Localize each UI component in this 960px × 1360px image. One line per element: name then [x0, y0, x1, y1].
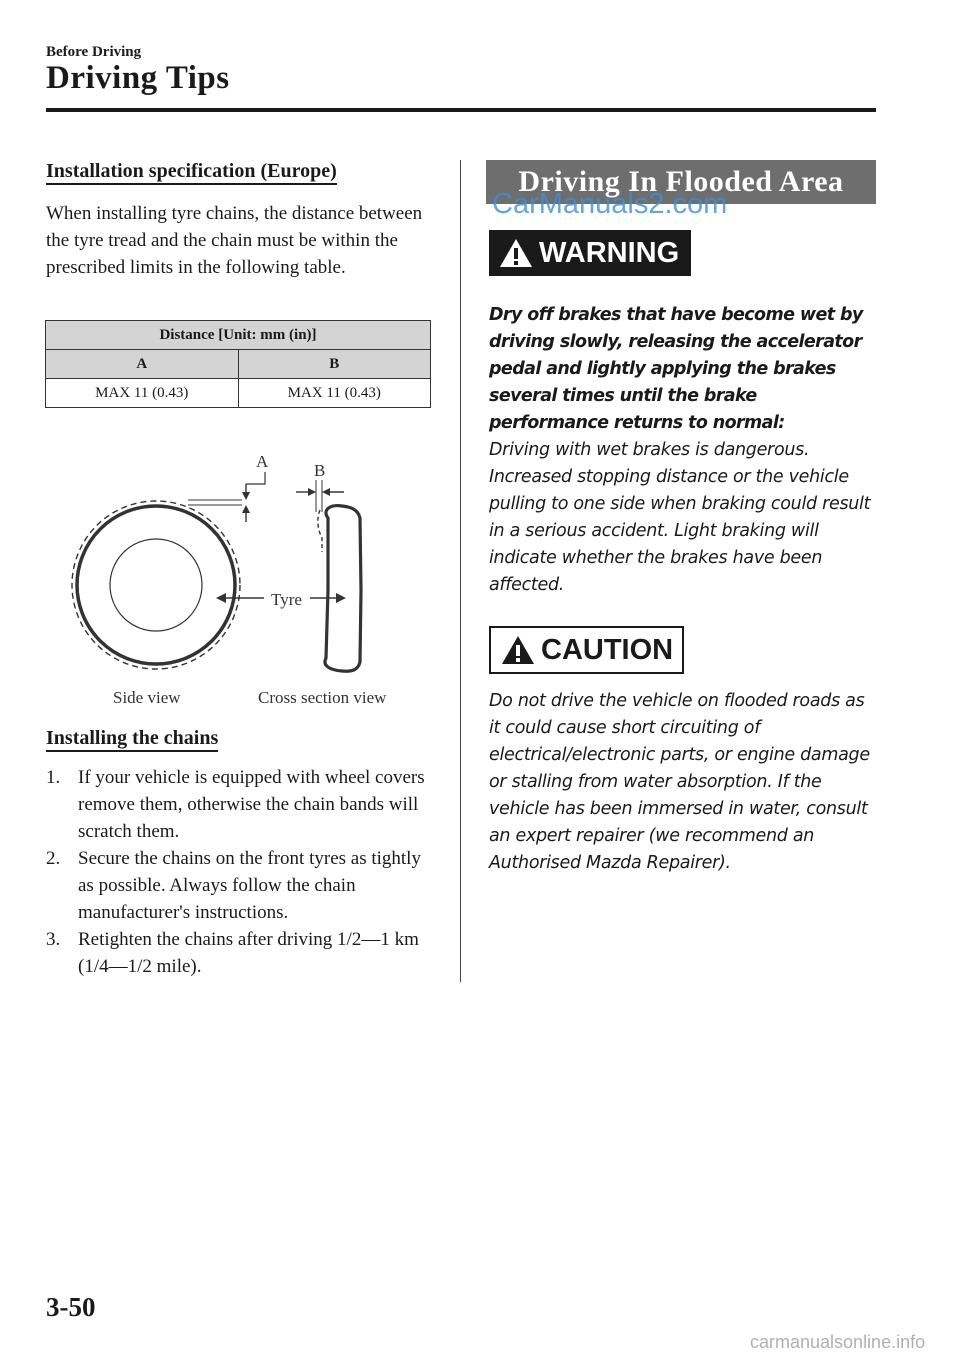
column-divider — [460, 160, 461, 982]
wheel-rim-circle — [110, 539, 202, 631]
step-item — [46, 845, 436, 926]
footer-watermark-link[interactable]: carmanualsonline.info — [750, 1332, 926, 1352]
install-heading-wrap — [46, 727, 218, 750]
tyre-arrowhead-left — [216, 593, 226, 603]
spec-heading: Installation specification (Europe) — [46, 160, 337, 185]
warning-badge — [489, 230, 691, 276]
step-item — [46, 764, 436, 845]
step-number: 1. — [46, 767, 61, 788]
step-text: Secure the chains on the front tyres as tightly as possible. Always follow the chain manufacturer's instructions. — [78, 848, 421, 923]
step-number: 2. — [46, 848, 61, 869]
install-heading: Installing the chains — [46, 727, 218, 752]
label-tyre: Tyre — [271, 590, 302, 609]
step-text: Retighten the chains after driving 1/2―1 km (1/4―1/2 mile). — [78, 929, 419, 977]
caution-body-text: Do not drive the vehicle on flooded roads as it could cause short circuiting of electrical/electronic parts, or engine damage or stalling from water absorption. If the vehicle has been immersed in water, consult an expert repairer (we recommend an Authorised Mazda Repairer). — [489, 691, 870, 873]
table-header: Distance [Unit: mm (in)] — [46, 321, 431, 350]
table-column-a: A — [46, 350, 239, 379]
flooded-area-banner: Driving In Flooded Area — [486, 160, 876, 204]
warning-body-text: Driving with wet brakes is dangerous. Increased stopping distance or the vehicle pulling to one side when braking could result in a serious accident. Light braking will indicate whether the brakes have been affected. — [489, 440, 871, 595]
tyre-outer-circle — [77, 506, 235, 664]
caution-label: CAUTION — [541, 633, 674, 666]
table-cell-b: MAX 11 (0.43) — [238, 379, 431, 408]
distance-table — [45, 320, 431, 408]
warning-bold-text: Dry off brakes that have become wet by driving slowly, releasing the accelerator pedal and lightly applying the brakes several times until the brake performance returns to normal: — [489, 305, 863, 433]
label-a: A — [256, 452, 269, 471]
step-text: If your vehicle is equipped with wheel covers remove them, otherwise the chain bands will scratch them. — [78, 767, 425, 842]
warning-label: WARNING — [539, 236, 680, 269]
step-item — [46, 926, 436, 980]
table-column-b: B — [238, 350, 431, 379]
table-cell-a: MAX 11 (0.43) — [46, 379, 239, 408]
b-arrowhead-left — [308, 488, 316, 496]
step-number: 3. — [46, 929, 61, 950]
a-arrowhead-bottom — [242, 505, 250, 513]
a-leader — [246, 472, 265, 484]
install-steps — [46, 764, 436, 980]
tyre-cross-section — [325, 506, 361, 672]
chain-cross-section — [318, 510, 322, 552]
watermark-link[interactable]: CarManuals2.com — [492, 188, 728, 220]
caution-triangle-icon — [501, 634, 535, 666]
tyre-chain-diagram — [60, 440, 430, 715]
tyre-arrowhead-right — [336, 593, 346, 603]
spec-heading-wrap — [46, 160, 337, 183]
a-arrowhead-top — [242, 492, 250, 500]
header-rule — [46, 108, 876, 112]
spec-paragraph: When installing tyre chains, the distance between the tyre tread and the chain must be within the prescribed limits in the following table. — [46, 203, 423, 278]
caution-badge — [489, 626, 684, 674]
label-b: B — [314, 461, 326, 480]
chain-outline-circle — [72, 501, 240, 669]
section-label: Before Driving — [46, 44, 142, 60]
b-arrowhead-right — [322, 488, 330, 496]
caption-cross-section: Cross section view — [258, 688, 387, 707]
caption-side-view: Side view — [113, 688, 181, 707]
page-number: 3-50 — [46, 1292, 96, 1322]
chapter-title: Driving Tips — [46, 60, 230, 96]
warning-triangle-icon — [499, 237, 533, 269]
